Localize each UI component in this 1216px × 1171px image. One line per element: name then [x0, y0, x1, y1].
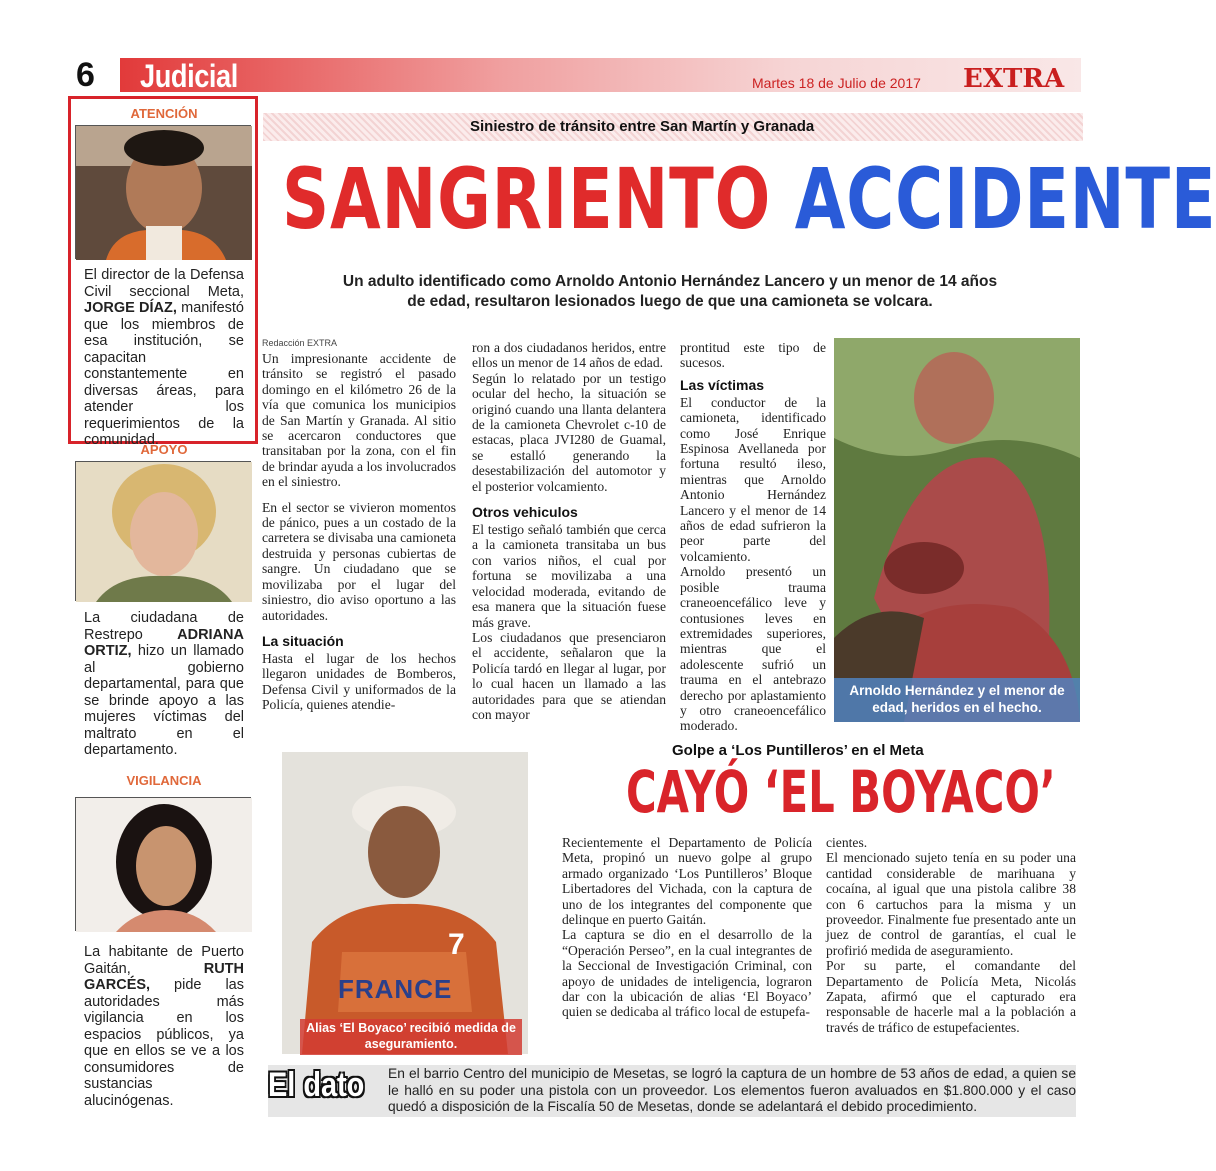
headline-red-word: SANGRIENTO	[282, 150, 772, 248]
sidebar-name-highlight: RUTH GARCÉS,	[84, 960, 244, 993]
sidebar-text-part: pide las autoridades más vigilancia en los espacios públicos, ya que en ellos se ve a los consumidores de sustancias alucinógenas.	[84, 977, 244, 1109]
story2-headline: CAYÓ ‘EL BOYACO’	[626, 758, 1056, 826]
portrait-photo	[75, 125, 251, 259]
jersey-number: 7	[448, 928, 465, 961]
el-dato-text: En el barrio Centro del municipio de Mesetas, se logró la captura de un hombre de 53 años de edad, a quien se le halló en su poder una pistola con un proveedor. Los elementos fueron avaluados en $1.800.000 y el caso quedó a disposición de la Fiscalía 50 de Mesetas, donde se adelantará el debido procedimiento.	[388, 1066, 1076, 1114]
el-dato-label: El dato	[268, 1066, 365, 1104]
portrait-image	[76, 126, 252, 260]
story-deck: Un adulto identificado como Arnoldo Antonio Hernández Lancero y un menor de 14 años de edad, resultaron lesionados luego de que una camioneta se volcara.	[342, 273, 998, 310]
jersey-text: FRANCE	[338, 974, 453, 1004]
sidebar-text-vigilancia	[84, 944, 244, 1109]
subheading: Otros vehiculos	[472, 504, 578, 521]
masthead-logo: EXTRA	[963, 64, 1065, 94]
paragraph: Un impresionante accidente de tránsito se registró el pasado domingo en el kilómetro 26 de la vía que comunica los municipios de San Martín y Granada. Al sitio se acercaron conductores que transitaban por la zona, con el fin de brindar ayuda a los involucrados en el siniestro.	[262, 351, 456, 490]
paragraph: Recientemente el Departamento de Policía Meta, propinó un nuevo golpe al grupo armado organizado ‘Los Puntilleros’ Bloque Libertadores del Vichada, con la captura de uno de los integrantes del componente que delinque en puerto Gaitán.	[562, 835, 812, 928]
suspect-image	[282, 752, 528, 1054]
sidebar-heading-vigilancia: VIGILANCIA	[126, 773, 202, 788]
sidebar-text-part: El director de la Defensa Civil seccional Meta,	[84, 267, 244, 300]
paragraph: Según lo relatado por un testigo ocular del hecho, la situación se originó cuando una llanta delantera de la camioneta Chevrolet c-10 de estacas, placa JVI280 de Guamal, se estalló generando la desestabilización del automotor y el posterior volcamiento.	[472, 370, 666, 494]
sidebar-text-atencion	[84, 267, 244, 449]
sidebar-name-highlight: ADRIANA ORTIZ,	[84, 626, 244, 659]
paragraph: Arnoldo presentó un posible trauma craneoencefálico leve y contusiones leves en extremidades superiores, mientras que el adolescente sufrió un trauma en el antebrazo derecho por aplastamiento y otro craneoencefálico moderado.	[680, 564, 826, 734]
paragraph: ron a dos ciudadanos heridos, entre ellos un menor de 14 años de edad.	[472, 340, 666, 371]
paragraph: prontitud este tipo de sucesos.	[680, 340, 826, 371]
portrait-image	[76, 462, 252, 602]
byline: Redacción EXTRA	[262, 338, 338, 348]
paragraph: La captura se dio en el desarrollo de la “Operación Perseo”, en la cual integrantes de la Seccional de Investigación Criminal, con apoyo de unidades de inteligencia, lograron dar con la ubicación de alias ‘El Boyaco’ quien se dedicaba al tráfico local de estupefa-	[562, 927, 812, 1020]
story-kicker: Siniestro de tránsito entre San Martín y Granada	[470, 118, 815, 135]
paragraph: Los ciudadanos que presenciaron el accidente, señalaron que la Policía tardó en llegar al lugar, por lo cual hacen un llamado a las autoridades para que se atiendan con mayor	[472, 629, 666, 722]
sidebar-name-highlight: JORGE DÍAZ,	[84, 300, 177, 316]
headline-blue-word: ACCIDENTE	[794, 150, 1216, 248]
story2-column-1	[562, 835, 812, 1020]
story-column-3	[680, 340, 826, 734]
paragraph: El mencionado sujeto tenía en su poder una cantidad considerable de marihuana y cocaína, al igual que una pistola calibre 38 con 6 cartuchos para la misma y un proveedor. Finalmente fue presentado ante un juez de control de garantías, el cual le profirió medida de aseguramiento.	[826, 850, 1076, 958]
section-label: Judicial	[140, 58, 238, 94]
sidebar-text-part: La ciudadana de Restrepo	[84, 610, 244, 643]
sidebar-heading-apoyo: APOYO	[140, 442, 188, 457]
paragraph: Hasta el lugar de los hechos llegaron unidades de Bomberos, Defensa Civil y uniformados de la Policía, quienes atendie-	[262, 650, 456, 713]
photo-caption: Alias ‘El Boyaco’ recibió medida de aseguramiento.	[306, 1021, 516, 1051]
sidebar-text-apoyo	[84, 610, 244, 759]
portrait-image	[76, 798, 252, 932]
sidebar-text-part: hizo un llamado al gobierno departamental, para que se brinde apoyo a las mujeres víctimas del maltrato en el departamento.	[84, 643, 244, 758]
paragraph: En el sector se vivieron momentos de pánico, pues a un costado de la carretera se divisaba una camioneta destruida y personas cubiertas de sangre. Un ciudadano que se movilizaba por el lugar del siniestro, dio aviso oportuno a las autoridades.	[262, 499, 456, 623]
paragraph: Por su parte, el comandante del Departamento de Policía Meta, Nicolás Zapata, afirmó que el capturado era responsable de hacerle mal a la población a través de tráfico de estupefacientes.	[826, 958, 1076, 1035]
story2-kicker: Golpe a ‘Los Puntilleros’ en el Meta	[672, 742, 924, 759]
paragraph: El conductor de la camioneta, identificado como José Enrique Espinosa Avellaneda por fortuna resultó ileso, mientras que Arnoldo Antonio Hernández Lancero y el menor de 14 años de edad sufrieron la peor parte del volcamiento.	[680, 394, 826, 564]
portrait-photo	[75, 461, 251, 601]
paragraph: El testigo señaló también que cerca a la camioneta transitaba un bus con varios niños, el cual por fortuna se movilizaba a una velocidad moderada, evitando de esa manera que la situación fuese más grave.	[472, 522, 666, 630]
story2-column-2	[826, 835, 1076, 1035]
story-column-1	[262, 338, 456, 723]
sidebar-heading-atencion: ATENCIÓN	[130, 106, 198, 121]
accident-image	[834, 338, 1080, 722]
subheading: Las víctimas	[680, 376, 765, 393]
sidebar-text-part: manifestó que los miembros de esa institución, se capacitan constantemente en diversas áreas, para atender los requerimientos de la comunidad.	[84, 300, 244, 448]
paragraph: cientes.	[826, 835, 868, 850]
suspect-photo	[282, 752, 528, 1054]
story-column-2	[472, 340, 666, 722]
section-bar	[120, 58, 1081, 92]
main-headline	[282, 150, 1216, 248]
page-number: 6	[76, 56, 95, 94]
portrait-photo	[75, 797, 251, 931]
sidebar-text-part: La habitante de Puerto Gaitán,	[84, 944, 244, 977]
photo-caption: Arnoldo Hernández y el menor de edad, heridos en el hecho.	[849, 683, 1065, 715]
subheading: La situación	[262, 632, 344, 649]
accident-photo	[834, 338, 1080, 722]
issue-date: Martes 18 de Julio de 2017	[752, 75, 921, 91]
